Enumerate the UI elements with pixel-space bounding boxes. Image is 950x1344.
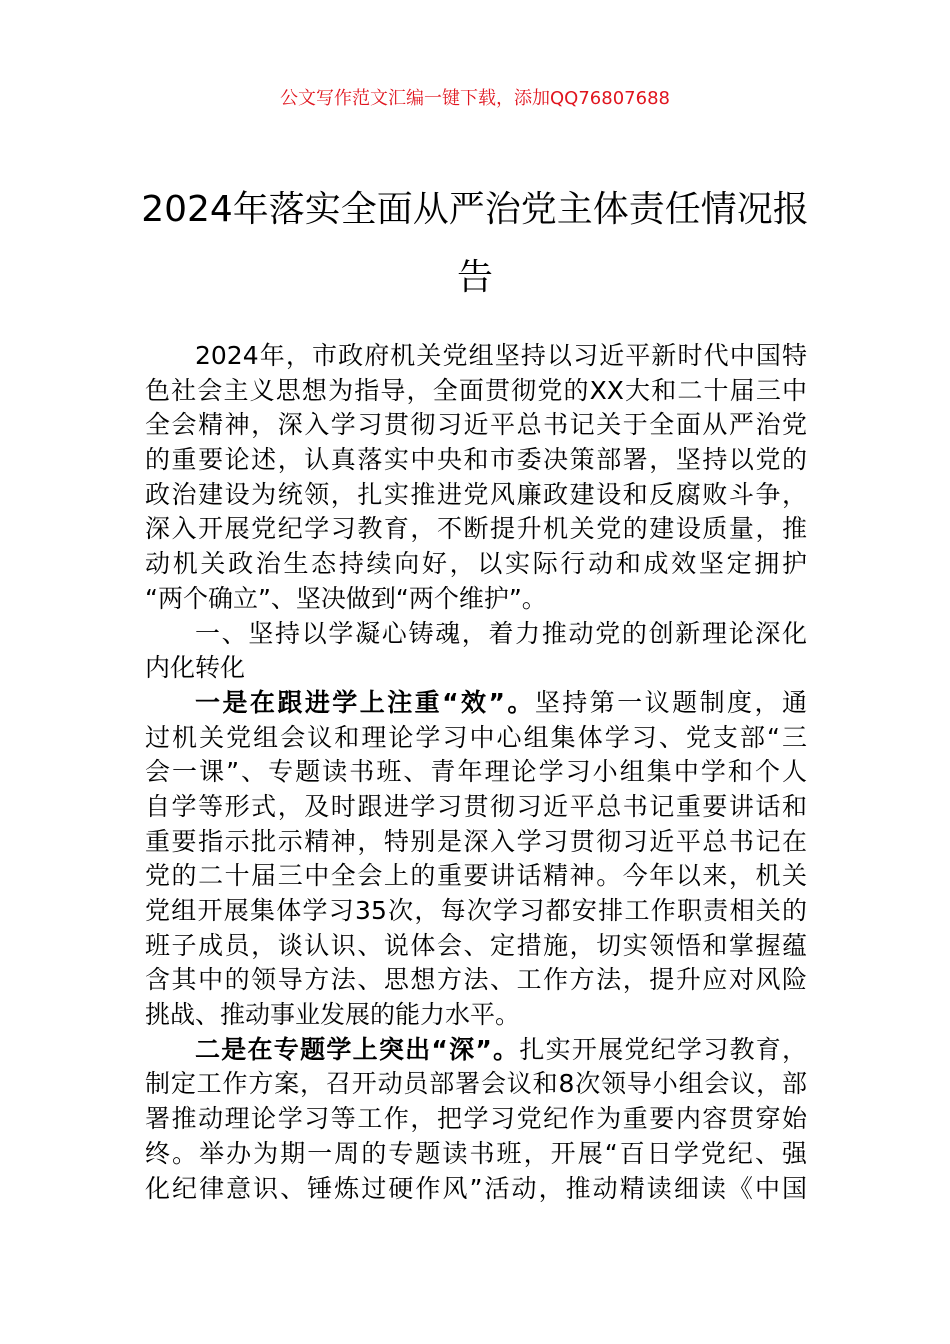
text-line: [145, 547, 807, 582]
line-text: 署推动理论学习等工作，把学习党纪作为重要内容贯穿始: [145, 1104, 807, 1134]
text-line: [145, 1067, 807, 1102]
text-line: [145, 582, 807, 617]
line-text: 的重要论述，认真落实中央和市委决策部署，坚持以党的: [145, 445, 807, 475]
line-text: “两个确立”、坚决做到“两个维护”。: [145, 583, 547, 613]
line-text: 含其中的领导方法、思想方法、工作方法，提升应对风险: [145, 965, 807, 995]
text-line: [145, 998, 807, 1033]
text-line: [145, 755, 807, 790]
document-body: [145, 339, 807, 1206]
text-line: [145, 617, 807, 652]
line-text: 终。举办为期一周的专题读书班，开展“百日学党纪、强: [145, 1138, 807, 1168]
line-text: 全会精神，深入学习贯彻习近平总书记关于全面从严治党: [145, 410, 807, 440]
document-title: [0, 176, 950, 312]
text-line: [145, 1102, 807, 1137]
line-text: 动机关政治生态持续向好，以实际行动和成效坚定拥护: [145, 549, 807, 579]
line-text: 制定工作方案，召开动员部署会议和8次领导小组会议，部: [145, 1069, 807, 1099]
text-line: [145, 1137, 807, 1172]
text-line: [145, 443, 807, 478]
line-text: 色社会主义思想为指导，全面贯彻党的XX大和二十届三中: [145, 375, 807, 405]
line-text: 过机关党组会议和理论学习中心组集体学习、党支部“三: [145, 722, 807, 752]
line-text: 会一课”、专题读书班、青年理论学习小组集中学和个人: [145, 757, 807, 787]
line-text: 党组开展集体学习35次，每次学习都安排工作职责相关的: [145, 896, 807, 925]
line-text: 党的二十届三中全会上的重要讲话精神。今年以来，机关: [145, 861, 807, 891]
text-line: [145, 790, 807, 825]
title-line-1: 2024年落实全面从严治党主体责任情况报: [141, 189, 809, 230]
line-text: 政治建设为统领，扎实推进党风廉政建设和反腐败斗争，: [145, 479, 807, 509]
text-line: [145, 1172, 807, 1207]
bold-heading: 一是在跟进学上注重“效”。: [195, 687, 535, 717]
text-line: [145, 894, 807, 929]
text-line: [145, 686, 807, 721]
bold-heading: 二是在专题学上突出“深”。: [195, 1034, 520, 1064]
text-line: [145, 478, 807, 513]
text-line: [145, 374, 807, 409]
text-line: [145, 1033, 807, 1068]
text-line: [145, 825, 807, 860]
text-line: [145, 859, 807, 894]
line-text: 深入开展党纪学习教育，不断提升机关党的建设质量，推: [145, 514, 807, 544]
text-line: [145, 651, 807, 686]
line-text: 自学等形式，及时跟进学习贯彻习近平总书记重要讲话和: [145, 791, 807, 821]
text-line: [145, 963, 807, 998]
text-line: [145, 512, 807, 547]
line-text: 内化转化: [145, 653, 246, 683]
line-text: 2024年，市政府机关党组坚持以习近平新时代中国特: [195, 341, 807, 370]
line-text: 班子成员，谈认识、说体会、定措施，切实领悟和掌握蕴: [145, 930, 807, 960]
line-text: 一、坚持以学凝心铸魂，着力推动党的创新理论深化: [195, 618, 807, 648]
text-line: [145, 929, 807, 964]
line-text: 扎实开展党纪学习教育，: [519, 1034, 807, 1064]
download-banner: 公文写作范文汇编一键下载，添加QQ76807688: [280, 88, 670, 109]
line-text: 化纪律意识、锤炼过硬作风”活动，推动精读细读《中国: [145, 1173, 807, 1203]
text-line: [145, 339, 807, 374]
text-line: [145, 721, 807, 756]
line-text: 挑战、推动事业发展的能力水平。: [145, 1000, 521, 1030]
title-line-2: 告: [456, 257, 493, 298]
line-text: 重要指示批示精神，特别是深入学习贯彻习近平总书记在: [145, 826, 807, 856]
text-line: [145, 408, 807, 443]
line-text: 坚持第一议题制度，通: [534, 687, 807, 717]
